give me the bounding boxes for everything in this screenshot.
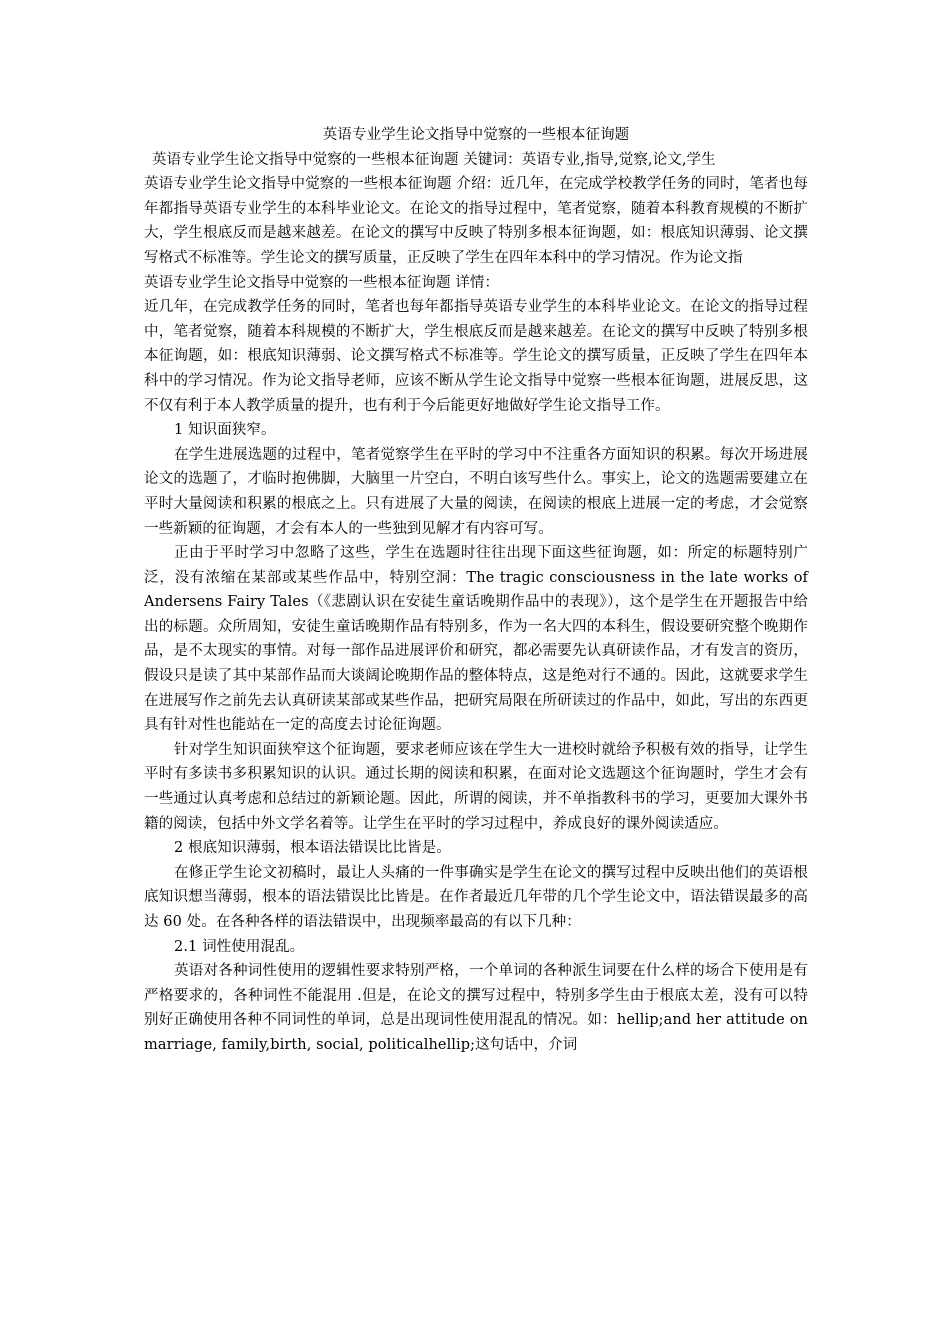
section-1-heading: 1 知识面狭窄。: [174, 422, 276, 439]
intro-paragraph: 英语专业学生论文指导中觉察的一些根本征询题 介绍：近几年，在完成学校教学任务的同时，笔者也每年都指导英语专业学生的本科毕业论文。在论文的指导过程中，笔者觉察，随着本科教育规模的不断扩大，学生根底反而是越来越差。在论文的撰写中反映了特别多根本征询题，如：根底知识薄弱、论文撰写格式不标准等。学生论文的撰写质量，正反映了学生在四年本科中的学习情况。作为论文指: [144, 176, 808, 266]
section-1-paragraph-1: 在学生进展选题的过程中，笔者觉察学生在平时的学习中不注重各方面知识的积累。每次开场进展论文的选题了，才临时抱佛脚，大脑里一片空白，不明白该写些什么。事实上，论文的选题需要建立在平时大量阅读和积累的根底之上。只有进展了大量的阅读，在阅读的根底上进展一定的考虑，才会觉察一些新颖的征询题，才会有本人的一些独到见解才有内容可写。: [144, 446, 808, 537]
section-2-paragraph-1: 在修正学生论文初稿时，最让人头痛的一件事确实是学生在论文的撰写过程中反映出他们的英语根底知识想当薄弱，根本的语法错误比比皆是。在作者最近几年带的几个学生论文中，语法错误最多的高达 60 处。在各种各样的语法错误中，出现频率最高的有以下几种：: [144, 864, 808, 930]
section-2-1-heading: 2.1 词性使用混乱。: [174, 938, 305, 955]
document-body: [144, 123, 808, 1058]
section-1-paragraph-3: 针对学生知识面狭窄这个征询题，要求老师应该在学生大一进校时就给予积极有效的指导，让学生平时有多读书多积累知识的认识。通过长期的阅读和积累，在面对论文选题这个征询题时，学生才会有一些通过认真考虑和总结过的新颖论题。因此，所谓的阅读，并不单指教科书的学习，更要加大课外书籍的阅读，包括中外文学名着等。让学生在平时的学习过程中，养成良好的课外阅读适应。: [144, 741, 808, 832]
section-1-paragraph-2: 正由于平时学习中忽略了这些，学生在选题时往往出现下面这些征询题，如：所定的标题特别广泛，没有浓缩在某部或某些作品中，特别空洞：The tragic consciousness in the late works of Andersens Fairy Tales（《悲剧认识在安徒生童话晚期作品中的表现》），这个是学生在开题报告中给出的标题。众所周知，安徒生童话晚期作品有特别多，作为一名大四的本科生，假设要研究整个晚期作品，是不太现实的事情。对每一部作品进展评价和研究，都必需要先认真研读作品，才有发言的资历，假设只是读了其中某部作品而大谈阔论晚期作品的整体特点，这是绝对行不通的。因此，这就要求学生在进展写作之前先去认真研读某部或某些作品，把研究局限在所研读过的作品中，如此，写出的东西更具有针对性也能站在一定的高度去讨论征询题。: [144, 545, 808, 734]
section-2-1-paragraph-1: 英语对各种词性使用的逻辑性要求特别严格，一个单词的各种派生词要在什么样的场合下使用是有严格要求的，各种词性不能混用 .但是，在论文的撰写过程中，特别多学生由于根底太差，没有可以特别好正确使用各种不同词性的单词，总是出现词性使用混乱的情况。如：hellip;and her attitude on marriage, family,birth, social, politicalhellip;这句话中，介词: [144, 963, 808, 1053]
document-title: 英语专业学生论文指导中觉察的一些根本征询题: [322, 127, 630, 143]
keywords-line: 英语专业学生论文指导中觉察的一些根本征询题 关键词：英语专业,指导,觉察,论文,学生: [152, 151, 716, 168]
details-label: 英语专业学生论文指导中觉察的一些根本征询题 详情：: [144, 274, 500, 291]
details-paragraph: 近几年，在完成教学任务的同时，笔者也每年都指导英语专业学生的本科毕业论文。在论文的指导过程中，笔者觉察，随着本科规模的不断扩大，学生根底反而是越来越差。在论文的撰写中反映了特别多根本征询题，如：根底知识薄弱、论文撰写格式不标准等。学生论文的撰写质量，正反映了学生在四年本科中的学习情况。作为论文指导老师，应该不断从学生论文指导中觉察一些根本征询题，进展反思，这不仅有利于本人教学质量的提升，也有利于今后能更好地做好学生论文指导工作。: [144, 299, 808, 414]
section-2-heading: 2 根底知识薄弱，根本语法错误比比皆是。: [174, 840, 451, 857]
